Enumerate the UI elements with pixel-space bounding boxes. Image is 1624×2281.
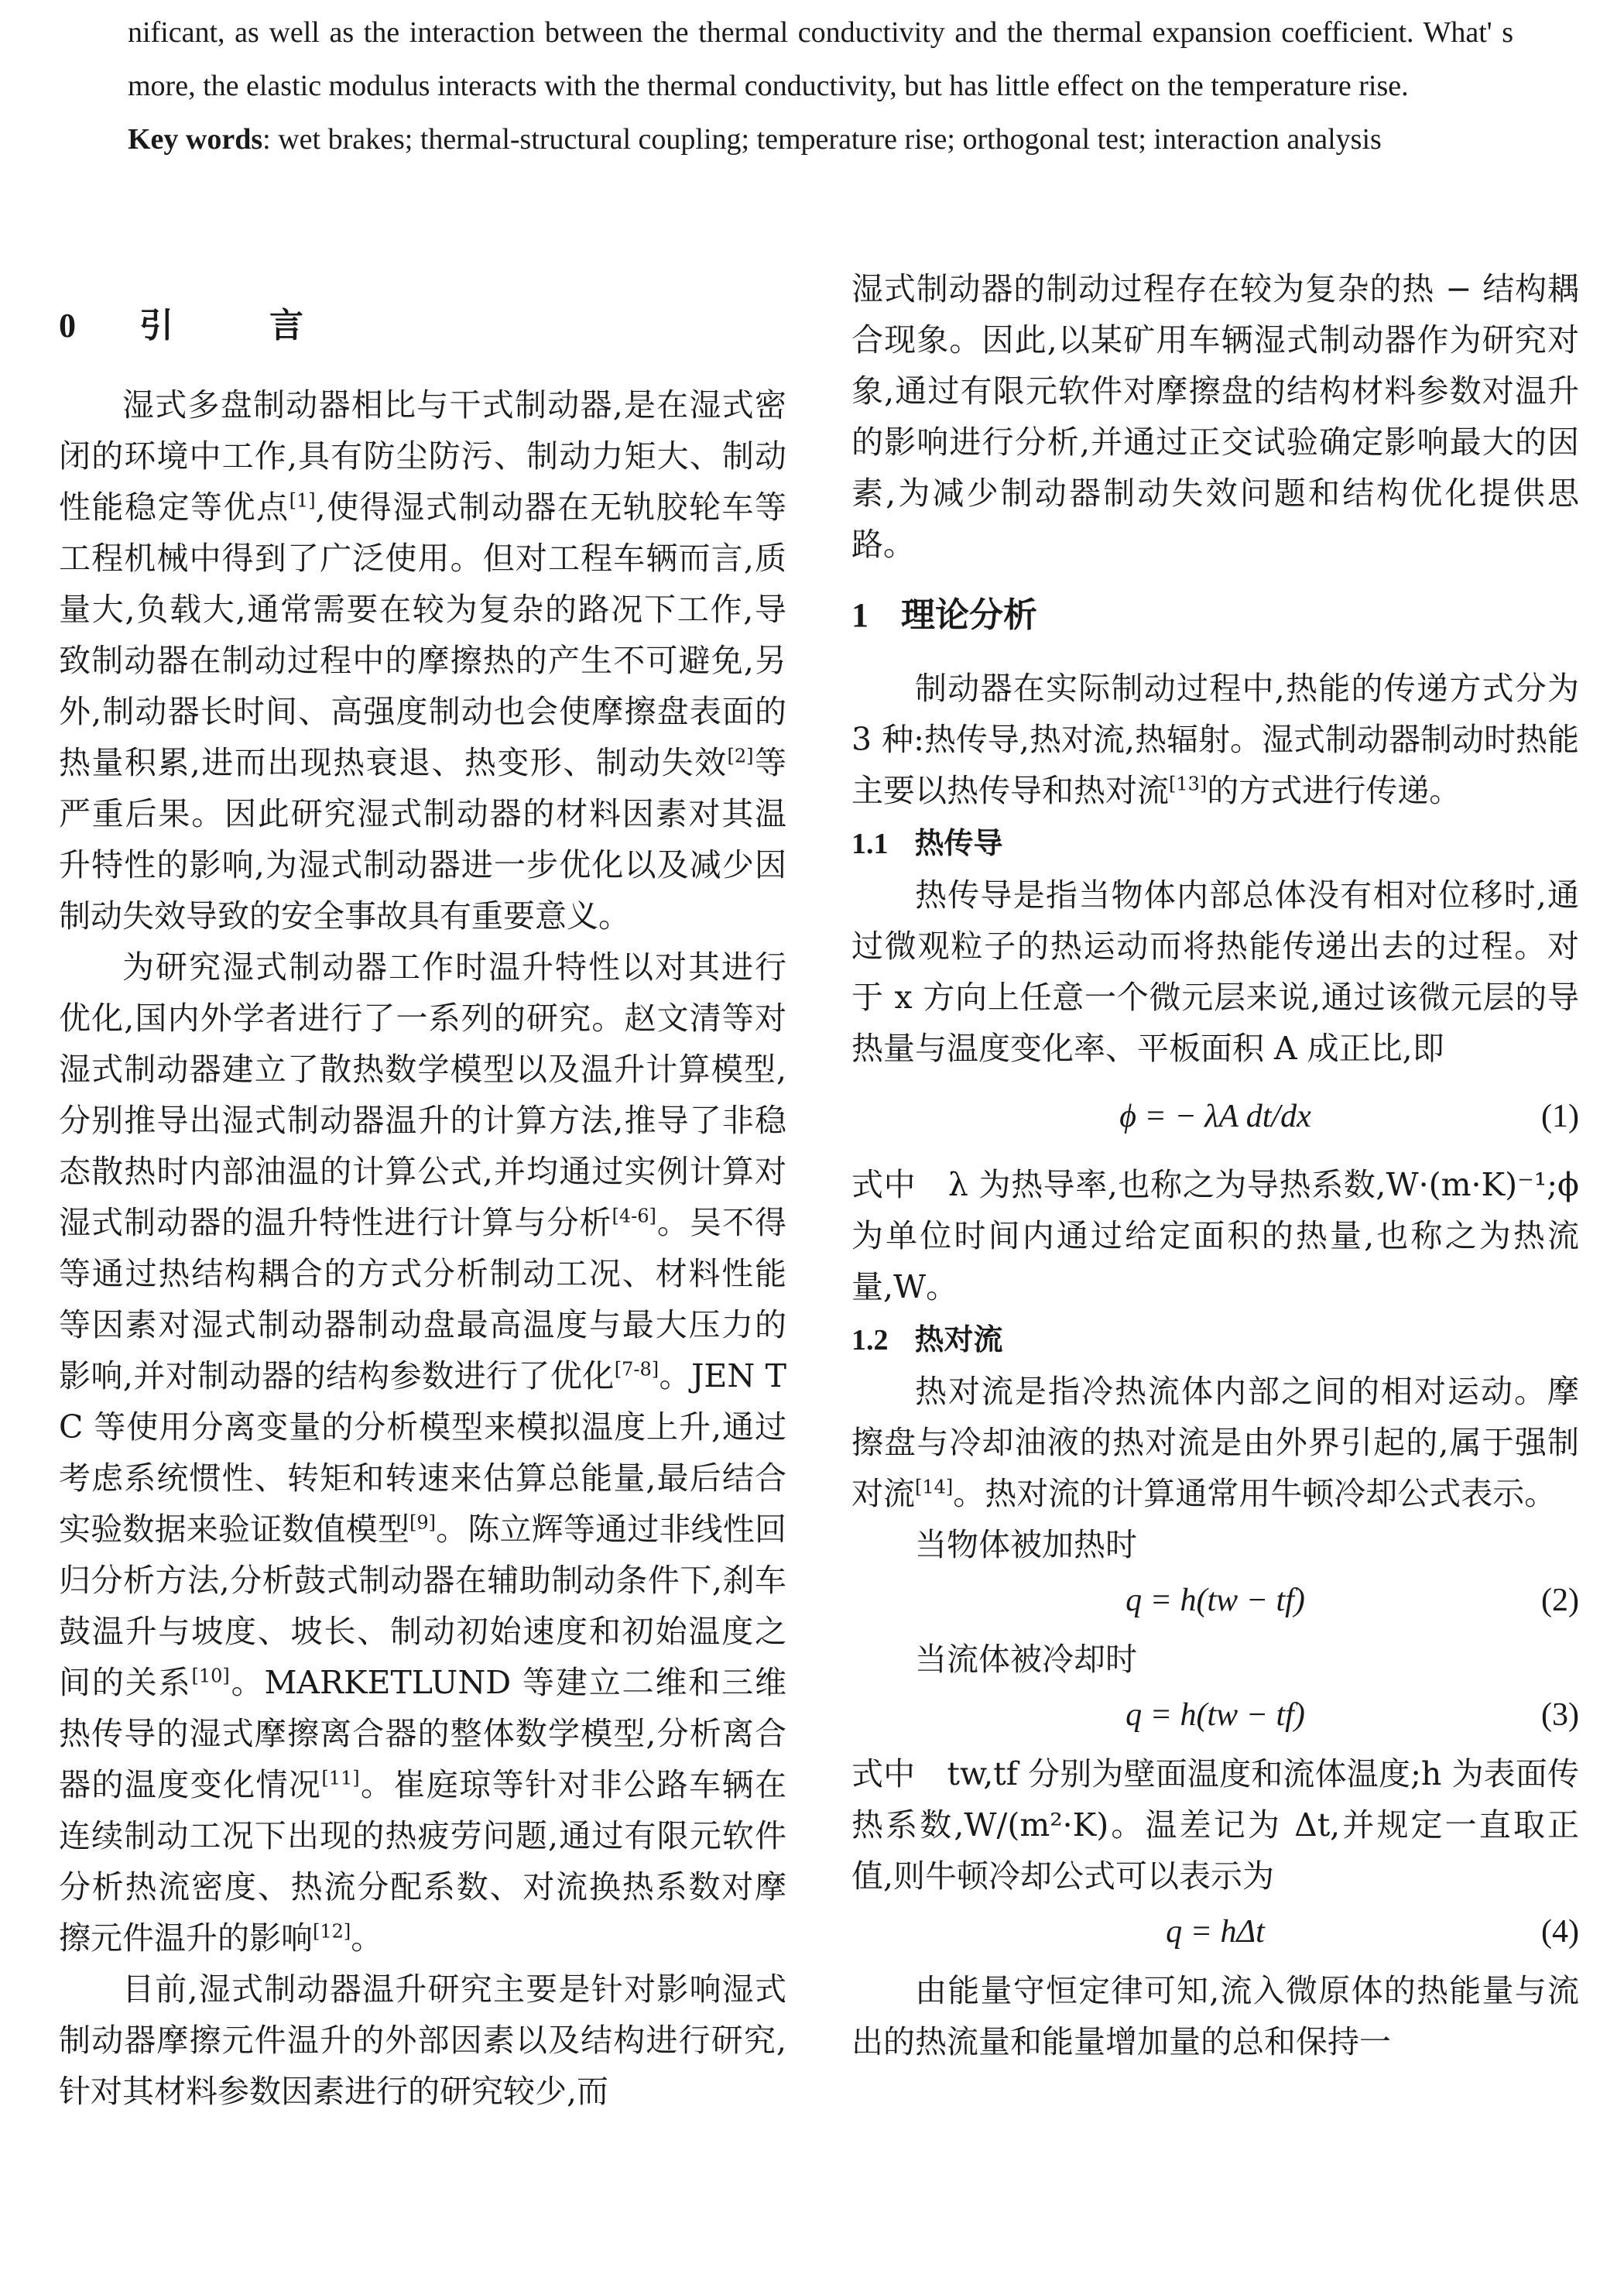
equation-2-number: (2) — [1541, 1583, 1579, 1618]
subsection-1-1-number: 1.1 — [851, 828, 889, 860]
when-cooled-line: 当流体被冷却时 — [915, 1641, 1137, 1678]
equation-4-number: (4) — [1541, 1914, 1579, 1950]
keywords-line — [128, 113, 1513, 166]
left-column — [59, 273, 786, 2117]
equation-2-expression: q = h(tw − tf) — [1125, 1583, 1305, 1618]
convection-paragraph — [851, 1366, 1579, 1519]
intro-p1-text: 湿式多盘制动器相比与干式制动器,是在湿式密闭的环境中工作,具有防尘防污、制动力矩大、制动性能稳定等优点 — [59, 386, 786, 526]
intro-p2-text-a: 为研究湿式制动器工作时温升特性以对其进行优化,国内外学者进行了一系列的研究。赵文清等对湿式制动器建立了散热数学模型以及温升计算模型,分别推导出湿式制动器温升的计算方法,推导了非稳态散热时内部油温的计算公式,并均通过实例计算对湿式制动器的温升特性进行计算与分析 — [59, 948, 786, 1241]
intro-p2-text-c: 。JEN T C 等使用分离变量的分析模型来模拟温度上升,通过考虑系统惯性、转矩和转速来估算总能量,最后结合实验数据来验证数值模型 — [59, 1357, 786, 1548]
citation-14: [14] — [915, 1476, 954, 1498]
citation-12: [12] — [313, 1920, 351, 1943]
equation-4-expression: q = hΔt — [1166, 1914, 1265, 1950]
equation-1-expression: ϕ = − λA dt/dx — [1119, 1099, 1311, 1134]
intro-heading-text: 引 言 — [139, 306, 334, 345]
conduction-paragraph: 热传导是指当物体内部总体没有相对位移时,通过微观粒子的热运动而将热能传递出去的过程。对于 x 方向上任意一个微元层来说,通过该微元层的导热量与温度变化率、平板面积 A 成正比,即 — [851, 876, 1579, 1067]
citation-11: [11] — [321, 1767, 360, 1789]
intro-p1-text-b: ,使得湿式制动器在无轨胶轮车等工程机械中得到了广泛使用。但对工程车辆而言,质量大,负载大,通常需要在较为复杂的路况下工作,导致制动器在制动过程中的摩擦热的产生不可避免,另外,制动器长时间、高强度制动也会使摩擦盘表面的热量积累,进而出现热衰退、热变形、制动失效 — [59, 489, 787, 781]
intro-p2-text-f: 。崔庭琼等针对非公路车辆在连续制动工况下出现的热疲劳问题,通过有限元软件分析热流密度、热流分配系数、对流换热系数对摩擦元件温升的影响 — [59, 1766, 786, 1957]
section-1-heading — [851, 590, 1579, 641]
intro-heading-number: 0 — [59, 307, 107, 345]
citation-13: [13] — [1169, 773, 1208, 795]
section-1-paragraph — [851, 663, 1579, 816]
subsection-1-1-title: 热传导 — [914, 826, 1003, 860]
citation-9: [9] — [409, 1511, 436, 1534]
intro-p2-text-g: 。 — [351, 1919, 383, 1957]
subsection-1-1-heading — [851, 818, 1579, 870]
citation-4-6: [4-6] — [612, 1205, 656, 1227]
citation-7-8: [7-8] — [614, 1358, 660, 1381]
intro-p2-text-e: 。MARKETLUND 等建立二维和三维热传导的湿式摩擦离合器的整体数学模型,分析离合器的温度变化情况 — [59, 1664, 787, 1803]
equation-2 — [851, 1570, 1579, 1634]
subsection-1-2-title: 热对流 — [914, 1322, 1003, 1357]
intro-p2-text-d: 。陈立辉等通过非线性回归分析方法,分析鼓式制动器在辅助制动条件下,刹车鼓温升与坡度、坡长、制动初始速度和初始温度之间的关系 — [59, 1511, 786, 1701]
keywords-label: Key words — [128, 123, 263, 156]
intro-paragraph-3-continued: 湿式制动器的制动过程存在较为复杂的热 − 结构耦合现象。因此,以某矿用车辆湿式制动器作为研究对象,通过有限元软件对摩擦盘的结构材料参数对温升的影响进行分析,并通过正交试验确定影响最大的因素,为减少制动器制动失效问题和结构优化提供思路。 — [851, 270, 1579, 563]
convection-text-a: 热对流是指冷热流体内部之间的相对运动。摩擦盘与冷却油液的热对流是由外界引起的,属于强制对流 — [851, 1373, 1579, 1512]
abstract-text: nificant, as well as the interaction between the thermal conductivity and the thermal expansion coefficient. What' s more, the elastic modulus interacts with the thermal conductivity, but has little effect on the temperature rise. — [128, 16, 1513, 102]
convection-text-b: 。热对流的计算通常用牛顿冷却公式表示。 — [953, 1475, 1557, 1512]
intro-paragraph-1 — [59, 379, 786, 942]
abstract-tail — [128, 6, 1513, 166]
equation-3 — [851, 1685, 1579, 1748]
section-1-number: 1 — [851, 596, 869, 634]
citation-2: [2] — [727, 745, 754, 767]
equation-4 — [851, 1902, 1579, 1965]
subsection-1-2-number: 1.2 — [851, 1324, 889, 1357]
intro-p1-text-c: 等严重后果。因此研究湿式制动器的材料因素对其温升特性的影响,为湿式制动器进一步优化以及减少因制动失效导致的安全事故具有重要意义。 — [59, 744, 786, 935]
energy-conservation-paragraph: 由能量守恒定律可知,流入微原体的热能量与流出的热流量和能量增加量的总和保持一 — [851, 1972, 1579, 2060]
intro-p2-text-b: 。吴不得等通过热结构耦合的方式分析制动工况、材料性能等因素对湿式制动器制动盘最高温度与最大压力的影响,并对制动器的结构参数进行了优化 — [59, 1204, 787, 1394]
subsection-1-2-heading — [851, 1314, 1579, 1366]
equation-1 — [851, 1074, 1579, 1159]
section-1-title: 理论分析 — [901, 595, 1037, 635]
when-heated-line: 当物体被加热时 — [915, 1526, 1137, 1563]
citation-10: [10] — [191, 1665, 230, 1687]
section-1-text-b: 的方式进行传递。 — [1207, 772, 1461, 809]
conduction-symbols: 式中 λ 为热导率,也称之为导热系数,W·(m·K)⁻¹;ϕ 为单位时间内通过给定面积的热量,也称之为热流量,W。 — [851, 1166, 1579, 1305]
equation-1-number: (1) — [1541, 1099, 1579, 1134]
intro-paragraph-2 — [59, 942, 786, 1964]
section-1-text-a: 制动器在实际制动过程中,热能的传递方式分为3 种:热传导,热对流,热辐射。湿式制动器制动时热能主要以热传导和热对流 — [851, 670, 1579, 809]
citation-1: [1] — [289, 489, 316, 512]
intro-heading — [59, 300, 786, 352]
equation-3-expression: q = h(tw − tf) — [1125, 1697, 1305, 1733]
right-column — [851, 263, 1579, 2067]
convection-symbols: 式中 tw,tf 分别为壁面温度和流体温度;h 为表面传热系数,W/(m²·K)。温差记为 Δt,并规定一直取正值,则牛顿冷却公式可以表示为 — [851, 1755, 1579, 1895]
keywords-text: : wet brakes; thermal-structural coupling; temperature rise; orthogonal test; interaction analysis — [262, 123, 1382, 156]
equation-3-number: (3) — [1541, 1697, 1579, 1733]
intro-paragraph-3: 目前,湿式制动器温升研究主要是针对影响湿式制动器摩擦元件温升的外部因素以及结构进行研究,针对其材料参数因素进行的研究较少,而 — [59, 1971, 786, 2110]
